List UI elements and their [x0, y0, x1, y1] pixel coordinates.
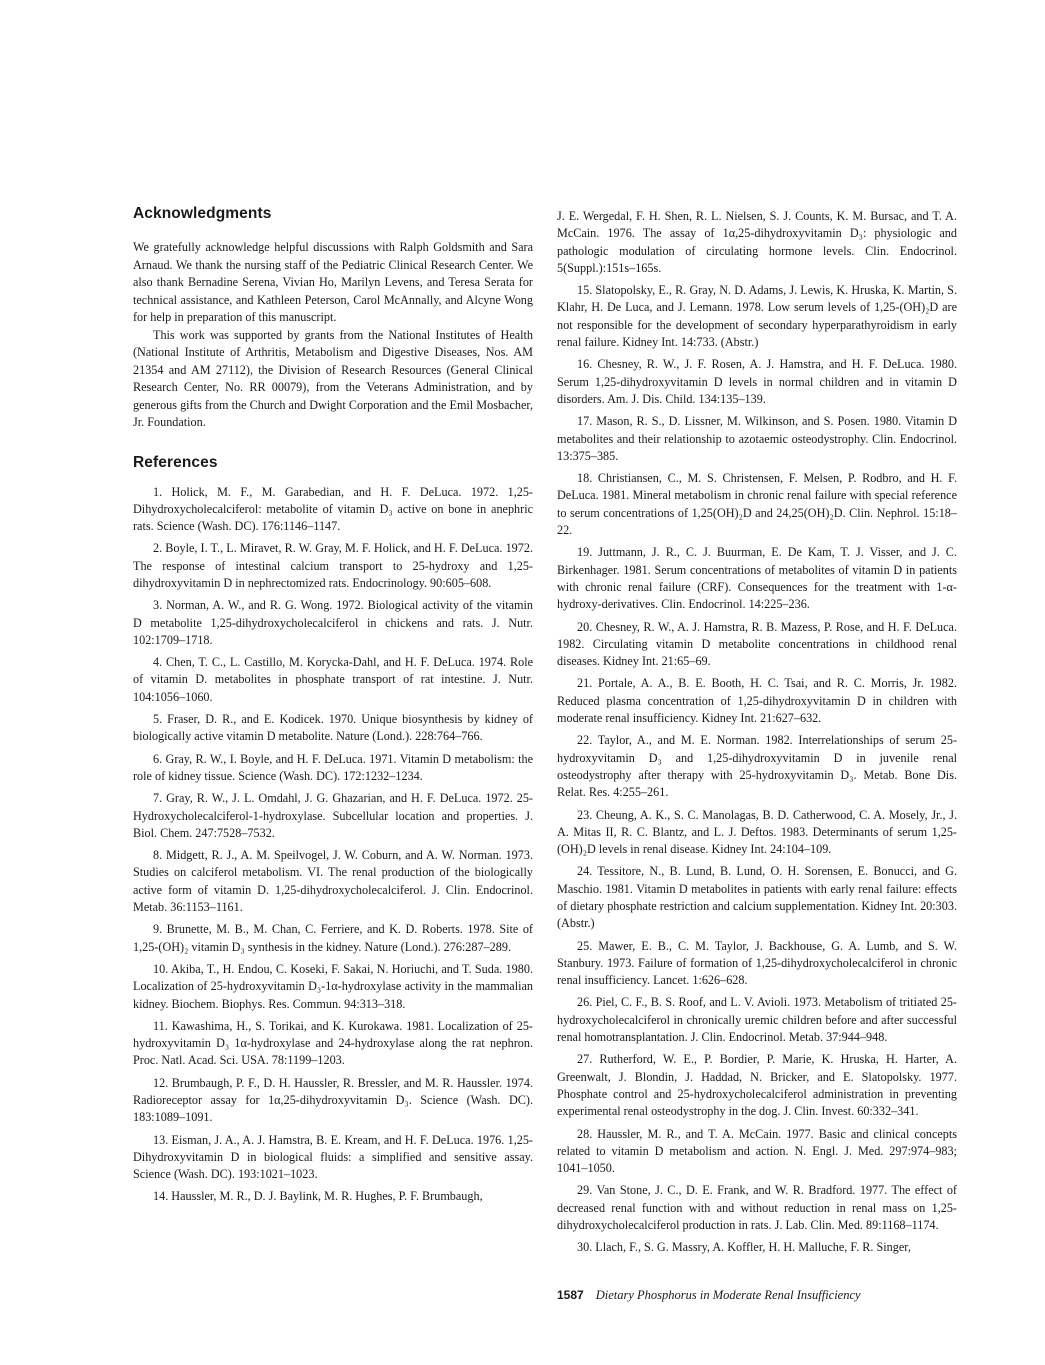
page-number: 1587	[557, 1288, 584, 1302]
reference-item: 17. Mason, R. S., D. Lissner, M. Wilkinson, and S. Posen. 1980. Vitamin D metabolites and their relationship to azotaemic osteodystrophy. Clin. Endocrinol. 13:375–385.	[557, 414, 957, 463]
reference-item: 29. Van Stone, J. C., D. E. Frank, and W. R. Bradford. 1977. The effect of decreased renal function with and without reduction in renal mass on 1,25-dihydroxycholecalciferol production in rats. J. Lab. Clin. Med. 89:1168–1174.	[557, 1183, 957, 1233]
reference-item: 25. Mawer, E. B., C. M. Taylor, J. Backhouse, G. A. Lumb, and S. W. Stanbury. 1973. Failure of formation of 1,25-dihydroxycholecalciferol in chronic renal insufficiency. Lancet. 1:626–628.	[557, 938, 957, 988]
reference-item: 2. Boyle, I. T., L. Miravet, R. W. Gray, M. F. Holick, and H. F. DeLuca. 1972. The response of intestinal calcium transport to 25-hydroxy and 1,25-dihydroxyvitamin D in nephrectomized rats. Endocrinology. 90:605–608.	[133, 541, 533, 590]
reference-item: 10. Akiba, T., H. Endou, C. Koseki, F. Sakai, N. Horiuchi, and T. Suda. 1980. Localization of 25-hydroxyvitamin D₃-1α-hydroxylase activity in the mammalian kidney. Biochem. Biophys. Res. Commun. 94:313–318.	[133, 961, 533, 1011]
reference-14-continuation: J. E. Wergedal, F. H. Shen, R. L. Nielsen, S. J. Counts, K. M. Bursac, and T. A. McCain. 1976. The assay of 1α,25-dihydroxyvitamin D₃: physiologic and pathologic modulation of circulating hormone levels. Clin. Endocrinol. 5(Suppl.):151s–165s.	[557, 209, 957, 275]
reference-item: 12. Brumbaugh, P. F., D. H. Haussler, R. Bressler, and M. R. Haussler. 1974. Radioreceptor assay for 1α,25-dihydroxyvitamin D₃. Science (Wash. DC). 183:1089–1091.	[133, 1075, 533, 1125]
reference-item: 14. Haussler, M. R., D. J. Baylink, M. R. Hughes, P. F. Brumbaugh,	[153, 1189, 483, 1204]
reference-item: 18. Christiansen, C., M. S. Christensen, F. Melsen, P. Rodbro, and H. F. DeLuca. 1981. Mineral metabolism in chronic renal failure with special reference to serum concentrations of 1,25(OH)₂D and 24,25(OH)₂D. Clin. Nephrol. 15:18–22.	[557, 471, 957, 538]
right-column	[557, 208, 957, 1262]
reference-item: 6. Gray, R. W., I. Boyle, and H. F. DeLuca. 1971. Vitamin D metabolism: the role of kidney tissue. Science (Wash. DC). 172:1232–1234.	[133, 751, 533, 783]
reference-item: 21. Portale, A. A., B. E. Booth, H. C. Tsai, and R. C. Morris, Jr. 1982. Reduced plasma concentration of 1,25-dihydroxyvitamin D in children with moderate renal insufficiency. Kidney Int. 21:627–632.	[557, 676, 957, 726]
reference-item: 26. Piel, C. F., B. S. Roof, and L. V. Avioli. 1973. Metabolism of tritiated 25-hydroxycholecalciferol in chronically uremic children before and after successful renal homotransplantation. J. Clin. Endocrinol. Metab. 37:944–948.	[557, 995, 957, 1045]
reference-item: 11. Kawashima, H., S. Torikai, and K. Kurokawa. 1981. Localization of 25-hydroxyvitamin D₃ 1α-hydroxylase and 24-hydroxylase along the rat nephron. Proc. Natl. Acad. Sci. USA. 78:1199–1203.	[133, 1018, 533, 1068]
reference-item: 5. Fraser, D. R., and E. Kodicek. 1970. Unique biosynthesis by kidney of biologically active vitamin D metabolite. Nature (Lond.). 228:764–766.	[133, 712, 533, 744]
page-footer	[557, 1288, 861, 1303]
references-heading: References	[133, 453, 218, 471]
reference-item: 1. Holick, M. F., M. Garabedian, and H. F. DeLuca. 1972. 1,25-Dihydroxycholecalciferol: metabolite of vitamin D₃ active on bone in anephric rats. Science (Wash. DC). 176:1146–1147.	[133, 484, 533, 534]
reference-item: 19. Juttmann, J. R., C. J. Buurman, E. De Kam, T. J. Visser, and J. C. Birkenhager. 1981. Serum concentrations of metabolites of vitamin D in patients with chronic renal failure (CRF). Consequences for the treatment with 1-α-hydroxy-derivatives. Clin. Endocrinol. 14:225–236.	[557, 545, 957, 612]
left-column	[133, 205, 533, 1211]
reference-item: 4. Chen, T. C., L. Castillo, M. Korycka-Dahl, and H. F. DeLuca. 1974. Role of vitamin D. metabolites in phosphate transport of rat intestine. J. Nutr. 104:1056–1060.	[133, 655, 533, 704]
acknowledgments-paragraph-2: This work was supported by grants from the National Institutes of Health (National Institute of Arthritis, Metabolism and Digestive Diseases, Nos. AM 21354 and AM 27112), the Division of Research Resources (General Clinical Research Center, No. RR 00079), from the Veterans Administration, and by generous gifts from the Church and Dwight Corporation and the Emil Mosbacher, Jr. Foundation.	[133, 327, 533, 429]
acknowledgments-paragraph-1: We gratefully acknowledge helpful discussions with Ralph Goldsmith and Sara Arnaud. We thank the nursing staff of the Pediatric Clinical Research Center. We also thank Bernadine Serena, Vivian Ho, Marilyn Levens, and Teresa Serata for technical assistance, and Kathleen Peterson, Carol McAnnally, and Alcyne Wong for help in preparation of this manuscript.	[133, 240, 533, 324]
reference-item: 24. Tessitore, N., B. Lund, B. Lund, O. H. Sorensen, E. Bonucci, and G. Maschio. 1981. Vitamin D metabolites in patients with early renal failure: effects of dietary phosphate restriction and calcium supplementation. Kidney Int. 20:303. (Abstr.)	[557, 864, 957, 931]
reference-item: 20. Chesney, R. W., A. J. Hamstra, R. B. Mazess, P. Rose, and H. F. DeLuca. 1982. Circulating vitamin D metabolite concentrations in childhood renal diseases. Kidney Int. 21:65–69.	[557, 619, 957, 669]
references-list-left	[133, 484, 533, 1206]
reference-item: 16. Chesney, R. W., J. F. Rosen, A. J. Hamstra, and H. F. DeLuca. 1980. Serum 1,25-dihydroxyvitamin D levels in normal children and in vitamin D disorders. Am. J. Dis. Child. 134:135–139.	[557, 357, 957, 406]
references-list-right	[557, 282, 957, 1256]
running-title: Dietary Phosphorus in Moderate Renal Insufficiency	[595, 1288, 861, 1302]
reference-item: 23. Cheung, A. K., S. C. Manolagas, B. D. Catherwood, C. A. Mosely, Jr., J. A. Mitas II, R. C. Blantz, and L. J. Deftos. 1983. Determinants of serum 1,25-(OH)₂D levels in renal disease. Kidney Int. 24:104–109.	[557, 807, 957, 857]
reference-item: 27. Rutherford, W. E., P. Bordier, P. Marie, K. Hruska, H. Harter, A. Greenwalt, J. Blondin, J. Haddad, N. Bricker, and E. Slatopolsky. 1977. Phosphate control and 25-hydroxycholecalciferol administration in preventing experimental renal osteodystrophy in the dog. J. Clin. Invest. 60:332–341.	[557, 1052, 957, 1119]
reference-item: 9. Brunette, M. B., M. Chan, C. Ferriere, and K. D. Roberts. 1978. Site of 1,25-(OH)₂ vitamin D₃ synthesis in the kidney. Nature (Lond.). 276:287–289.	[133, 922, 533, 954]
reference-item: 13. Eisman, J. A., A. J. Hamstra, B. E. Kream, and H. F. DeLuca. 1976. 1,25-Dihydroxyvitamin D in biological fluids: a simplified and sensitive assay. Science (Wash. DC). 193:1021–1023.	[133, 1132, 533, 1182]
reference-item: 15. Slatopolsky, E., R. Gray, N. D. Adams, J. Lewis, K. Hruska, K. Martin, S. Klahr, H. De Luca, and J. Lemann. 1978. Low serum levels of 1,25-(OH)₂D are not responsible for the development of secondary hyperparathyroidism in early renal failure. Kidney Int. 14:733. (Abstr.)	[557, 283, 957, 350]
reference-item: 3. Norman, A. W., and R. G. Wong. 1972. Biological activity of the vitamin D metabolite 1,25-dihydroxycholecalciferol in chickens and rats. J. Nutr. 102:1709–1718.	[133, 598, 533, 647]
reference-item: 7. Gray, R. W., J. L. Omdahl, J. G. Ghazarian, and H. F. DeLuca. 1972. 25-Hydroxycholecalciferol-1-hydroxylase. Subcellular location and properties. J. Biol. Chem. 247:7528–7532.	[133, 791, 533, 840]
reference-item: 30. Llach, F., S. G. Massry, A. Koffler, H. H. Malluche, F. R. Singer,	[577, 1240, 911, 1255]
reference-item: 8. Midgett, R. J., A. M. Speilvogel, J. W. Coburn, and A. W. Norman. 1973. Studies on calciferol metabolism. VI. The renal production of the biologically active form of vitamin D. 1,25-dihydroxycholecalciferol. J. Clin. Endocrinol. Metab. 36:1153–1161.	[133, 848, 533, 915]
acknowledgments-heading: Acknowledgments	[133, 205, 272, 222]
reference-item: 22. Taylor, A., and M. E. Norman. 1982. Interrelationships of serum 25-hydroxyvitamin D₃ and 1,25-dihydroxyvitamin D in juvenile renal osteodystrophy after therapy with 25-hydroxyvitamin D₃. Metab. Bone Dis. Relat. Res. 4:255–261.	[557, 733, 957, 800]
reference-item: 28. Haussler, M. R., and T. A. McCain. 1977. Basic and clinical concepts related to vitamin D metabolism and action. N. Engl. J. Med. 297:974–983; 1041–1050.	[557, 1126, 957, 1176]
